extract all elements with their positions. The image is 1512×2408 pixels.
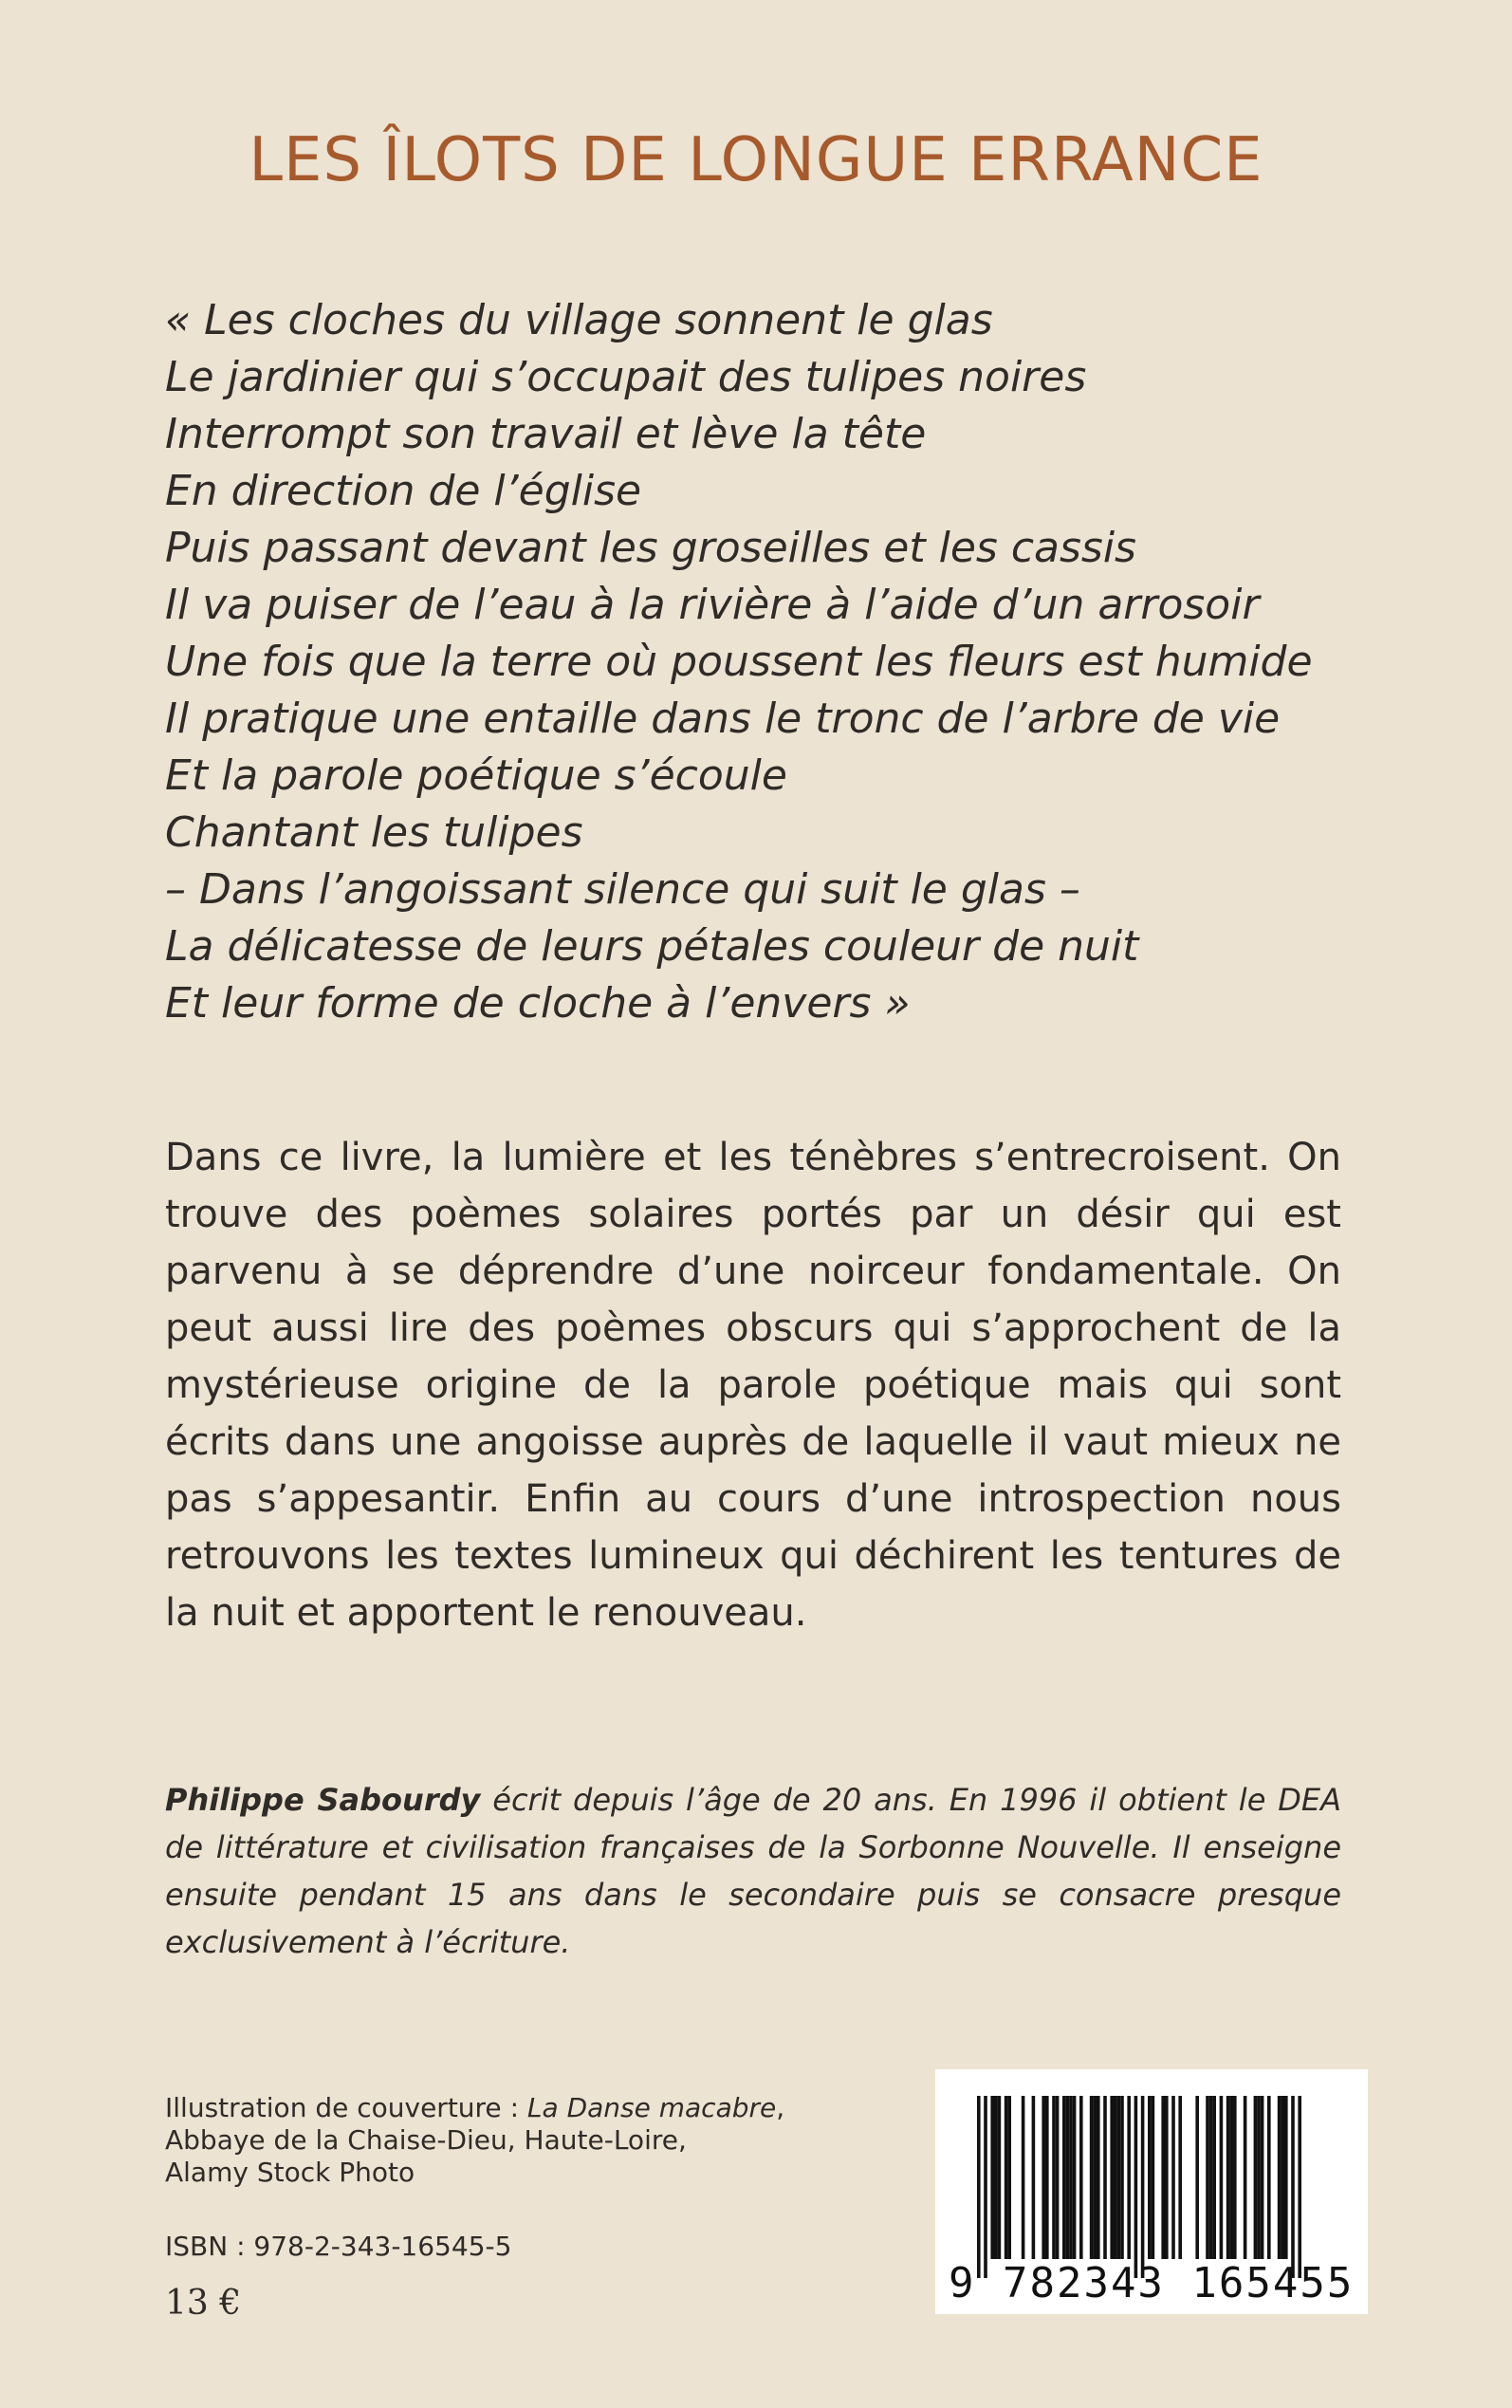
barcode-bar xyxy=(998,2096,1002,2259)
poem-line: Le jardinier qui s’occupait des tulipes noires xyxy=(165,353,1087,401)
poem-line: Interrompt son travail et lève la tête xyxy=(165,410,927,458)
barcode-bar xyxy=(1110,2096,1114,2259)
book-description: Dans ce livre, la lumière et les ténèbres s’entrecroisent. On trouve des poèmes solaires portés par un désir qui est parvenu à se déprendre d’une noirceur fondamentale. On peut aussi lire des poèmes obscurs qui s’approchent de la mystérieuse origine de la parole poétique mais qui sont écrits dans une angoisse auprès de laquelle il vaut mieux ne pas s’appesantir. Enfin au cours d’une introspection nous retrouvons les textes lumineux qui déchirent les tentures de la nuit et apportent le renouveau. xyxy=(165,1136,1341,1635)
barcode-bar xyxy=(1066,2096,1070,2259)
barcode-bar xyxy=(1032,2096,1036,2259)
barcode-bar xyxy=(1117,2096,1121,2259)
barcode-bar xyxy=(1062,2096,1066,2259)
barcode-bar xyxy=(1298,2096,1301,2278)
barcode-bar xyxy=(1042,2096,1045,2259)
author-bio-text: écrit depuis l’âge de 20 ans. En 1996 il obtient le DEA de littérature et civilisation françaises de la Sorbonne Nouvelle. Il enseigne ensuite pendant 15 ans dans le secondaire puis se consacre presque exclusivement à l’écriture. xyxy=(165,1782,1342,1960)
barcode-bar xyxy=(984,2096,987,2278)
barcode-bar xyxy=(1005,2096,1008,2259)
barcode-bar xyxy=(1022,2096,1025,2259)
barcode-bar xyxy=(1103,2096,1107,2259)
barcode-bar xyxy=(1073,2096,1077,2259)
barcode-bar xyxy=(1148,2096,1152,2259)
poem-line: Une fois que la terre où poussent les fleurs est humide xyxy=(165,638,1313,686)
poem-line: En direction de l’église xyxy=(165,467,642,515)
barcode-bar xyxy=(1281,2096,1284,2259)
barcode-bar xyxy=(1267,2096,1271,2259)
barcode-bar xyxy=(1254,2096,1258,2259)
barcode-bar xyxy=(1206,2096,1209,2259)
poem-line: La délicatesse de leurs pétales couleur de nuit xyxy=(165,922,1139,971)
poem-line: – Dans l’angoissant silence qui suit le glas – xyxy=(165,865,1080,914)
credits-line: Alamy Stock Photo xyxy=(165,2157,415,2188)
barcode-bar xyxy=(1195,2096,1199,2259)
barcode-bar xyxy=(1090,2096,1094,2259)
price: 13 € xyxy=(165,2284,242,2323)
barcode-bar xyxy=(1052,2096,1056,2259)
barcode-bar xyxy=(1278,2096,1282,2259)
barcode-bar xyxy=(1209,2096,1213,2259)
credits-work-title: La Danse macabre xyxy=(526,2092,777,2123)
author-name: Philippe Sabourdy xyxy=(165,1782,481,1818)
barcode-bar xyxy=(1045,2096,1049,2259)
barcode-bar xyxy=(1127,2096,1131,2259)
barcode-bar xyxy=(1069,2096,1073,2259)
barcode-bar xyxy=(1220,2096,1224,2259)
credits-comma: , xyxy=(776,2092,785,2123)
book-title: LES ÎLOTS DE LONGUE ERRANCE xyxy=(249,125,1263,195)
barcode-bar xyxy=(1161,2096,1165,2259)
barcode-bar xyxy=(994,2096,998,2259)
barcode-bar xyxy=(1178,2096,1182,2259)
barcode-bar xyxy=(1229,2096,1233,2259)
barcode-bar xyxy=(1152,2096,1155,2259)
isbn: ISBN : 978-2-343-16545-5 xyxy=(165,2231,512,2262)
barcode-bar xyxy=(1056,2096,1060,2259)
barcode-bar xyxy=(1097,2096,1100,2259)
barcode-bar xyxy=(1226,2096,1230,2259)
barcode-bar xyxy=(1079,2096,1083,2259)
barcode-bar xyxy=(1171,2096,1175,2259)
barcode-bar xyxy=(1261,2096,1264,2259)
barcode-bar xyxy=(1257,2096,1261,2259)
poem-line: « Les cloches du village sonnent le glas xyxy=(165,296,993,344)
credits-label: Illustration de couverture : xyxy=(165,2092,527,2123)
poem-line: Et la parole poétique s’écoule xyxy=(165,751,787,800)
poem-line: Il va puiser de l’eau à la rivière à l’aide d’un arrosoir xyxy=(165,581,1260,629)
barcode-bar xyxy=(1134,2096,1138,2278)
barcode-bar xyxy=(1244,2096,1247,2259)
credits-line: Abbaye de la Chaise-Dieu, Haute-Loire, xyxy=(165,2124,687,2156)
barcode-bar xyxy=(1007,2096,1011,2259)
barcode-bar xyxy=(1212,2096,1216,2259)
barcode-bar xyxy=(1165,2096,1169,2259)
barcode-bar xyxy=(1291,2096,1295,2278)
poem-line: Il pratique une entaille dans le tronc de l’arbre de vie xyxy=(165,695,1281,743)
barcode-bar xyxy=(1114,2096,1117,2259)
illustration-credits xyxy=(165,2092,886,2189)
barcode-bar xyxy=(990,2096,994,2259)
barcode-bar xyxy=(1233,2096,1237,2259)
poem-line: Puis passant devant les groseilles et les cassis xyxy=(165,524,1136,572)
barcode-digits: 9 782343 165455 xyxy=(949,2259,1355,2307)
barcode-bar xyxy=(977,2096,981,2278)
credits-line xyxy=(165,2092,886,2124)
barcode xyxy=(935,2069,1368,2314)
barcode-bar xyxy=(1141,2096,1145,2278)
author-bio xyxy=(165,1776,1341,1966)
poem-line: Et leur forme de cloche à l’envers » xyxy=(165,979,911,1028)
barcode-bar xyxy=(1120,2096,1124,2259)
poem-line: Chantant les tulipes xyxy=(165,808,583,857)
barcode-bar xyxy=(1093,2096,1097,2259)
barcode-bar xyxy=(1284,2096,1288,2259)
poem-excerpt xyxy=(165,292,1360,1032)
